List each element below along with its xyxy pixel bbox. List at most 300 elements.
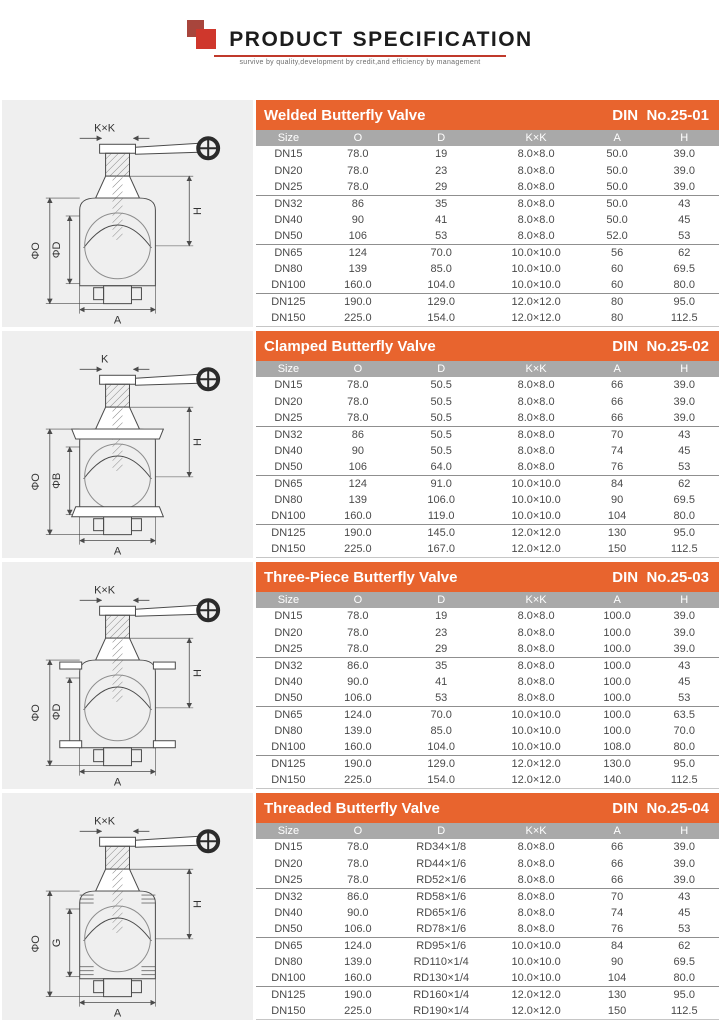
table-cell: 45: [678, 213, 691, 226]
table-row: [256, 921, 719, 937]
table-cell: DN32: [256, 426, 321, 442]
table-cell: 8.0×8.0: [517, 610, 555, 623]
table-cell: DN80: [274, 956, 303, 969]
table-cell: 150: [585, 1003, 650, 1019]
table-cell: 53: [435, 229, 448, 242]
table-cell: 160.0: [344, 972, 372, 985]
table-cell: 8.0×8.0: [517, 460, 555, 473]
table-cell: 80: [585, 294, 650, 310]
table-cell: 80: [585, 310, 650, 326]
spec-table-block: [256, 100, 719, 327]
table-cell: 86.0: [321, 888, 395, 904]
table-row: [256, 690, 719, 706]
table-cell: DN100: [271, 741, 306, 754]
table-cell: 39.0: [673, 841, 695, 854]
table-cell: 129.0: [395, 294, 488, 310]
table-cell: 190.0: [321, 294, 395, 310]
table-cell: 50.0: [606, 164, 628, 177]
table-cell: 35: [395, 657, 488, 673]
table-cell: 12.0×12.0: [487, 541, 584, 557]
table-cell: DN25: [274, 411, 303, 424]
table-cell: DN150: [256, 310, 321, 326]
table-row: [256, 410, 719, 426]
column-header: O: [321, 361, 395, 377]
table-cell: 130: [585, 525, 650, 541]
table-cell: 124: [321, 244, 395, 260]
table-cell: DN150: [256, 1003, 321, 1019]
table-title: Three-Piece Butterfly Valve: [264, 568, 458, 586]
table-cell: 41: [435, 213, 448, 226]
table-cell: DN20: [274, 395, 303, 408]
table-cell: 130.0: [585, 756, 650, 772]
column-header: H: [650, 361, 719, 377]
table-cell: 124.0: [321, 937, 395, 953]
table-row: [256, 492, 719, 508]
table-cell: 95.0: [650, 525, 719, 541]
table-cell: 78.0: [347, 626, 369, 639]
column-header: H: [650, 592, 719, 608]
table-cell: 8.0×8.0: [517, 841, 555, 854]
table-cell: 106: [348, 229, 368, 242]
table-title: Welded Butterfly Valve: [264, 106, 426, 124]
brand-tagline: survive by quality,development by credit,and efficiency by management: [239, 59, 481, 66]
table-row: [256, 937, 719, 953]
table-cell: DN100: [271, 972, 306, 985]
table-cell: 52.0: [606, 229, 628, 242]
table-cell: DN50: [274, 460, 303, 473]
table-cell: 91.0: [395, 475, 488, 491]
table-cell: 160.0: [344, 741, 372, 754]
brand-underline: [214, 55, 506, 57]
table-cell: 70.0: [673, 725, 695, 738]
table-cell: 43: [650, 888, 719, 904]
table-row: [256, 426, 719, 442]
logo-square-front-icon: [196, 29, 216, 49]
dim-label-height: H: [192, 438, 205, 446]
table-cell: DN32: [256, 657, 321, 673]
table-cell: 8.0×8.0: [487, 888, 584, 904]
table-cell: 119.0: [427, 510, 455, 523]
table-cell: 50.0: [606, 180, 628, 193]
table-cell: 100.0: [603, 725, 631, 738]
table-cell: 39.0: [673, 148, 695, 161]
table-cell: RD34×1/8: [416, 841, 467, 854]
table-cell: 8.0×8.0: [517, 675, 555, 688]
table-cell: 78.0: [347, 164, 369, 177]
spec-sections: [0, 97, 720, 1020]
table-cell: 78.0: [347, 411, 369, 424]
table-row: [256, 839, 719, 855]
table-cell: 85.0: [430, 725, 452, 738]
table-cell: 78.0: [347, 610, 369, 623]
table-cell: 90: [351, 213, 364, 226]
table-cell: 225.0: [321, 310, 395, 326]
table-row: [256, 624, 719, 640]
table-cell: 19: [435, 148, 448, 161]
table-row: [256, 146, 719, 162]
table-cell: 45: [678, 675, 691, 688]
table-cell: 53: [678, 922, 691, 935]
table-cell: 8.0×8.0: [487, 195, 584, 211]
column-header: D: [395, 361, 488, 377]
column-header-row: [256, 823, 719, 839]
dim-label-outer-diameter: ΦO: [29, 704, 42, 722]
table-cell: 100.0: [603, 675, 631, 688]
table-cell: 190.0: [321, 525, 395, 541]
din-number: DIN No.25-01: [612, 106, 709, 124]
spec-table-block: [256, 793, 719, 1020]
table-cell: 66: [610, 395, 624, 408]
table-cell: 90: [610, 956, 624, 969]
table-cell: DN40: [274, 213, 303, 226]
din-number: DIN No.25-03: [612, 568, 709, 586]
table-cell: 160.0: [344, 279, 372, 292]
table-row: [256, 608, 719, 624]
table-row: [256, 855, 719, 871]
table-cell: 100.0: [585, 657, 650, 673]
table-title-bar: [256, 331, 719, 361]
table-cell: 60: [610, 279, 624, 292]
table-cell: 66: [610, 411, 624, 424]
table-cell: 10.0×10.0: [511, 741, 561, 754]
table-row: [256, 195, 719, 211]
dim-label-height: H: [192, 669, 205, 677]
dim-label-width: A: [113, 314, 122, 327]
table-cell: 41: [435, 675, 448, 688]
valve-technical-drawing: [2, 793, 253, 1020]
dim-label-inner-diameter: G: [50, 938, 63, 948]
table-cell: DN25: [274, 873, 303, 886]
table-cell: 104.0: [427, 279, 455, 292]
dim-label-width: A: [113, 776, 122, 789]
table-cell: 60: [610, 263, 624, 276]
table-cell: 112.5: [650, 772, 719, 788]
column-header: Size: [256, 823, 321, 839]
dim-label-outer-diameter: ΦO: [29, 242, 42, 260]
table-cell: 39.0: [673, 610, 695, 623]
table-cell: 8.0×8.0: [517, 379, 555, 392]
table-row: [256, 674, 719, 690]
table-row: [256, 377, 719, 393]
table-cell: 66: [610, 857, 624, 870]
table-cell: 12.0×12.0: [487, 772, 584, 788]
spec-table: [256, 130, 719, 327]
table-cell: 100.0: [603, 642, 631, 655]
table-cell: 225.0: [321, 1003, 395, 1019]
table-cell: 74: [610, 444, 624, 457]
table-cell: 53: [678, 460, 691, 473]
table-cell: 50.0: [606, 148, 628, 161]
table-cell: 50.5: [430, 379, 452, 392]
table-cell: DN65: [256, 244, 321, 260]
table-cell: RD95×1/6: [395, 937, 488, 953]
table-title-bar: [256, 100, 719, 130]
column-header: H: [650, 130, 719, 146]
brand-logo-icon: [187, 20, 217, 52]
table-cell: 90: [351, 444, 364, 457]
dim-label-outer-diameter: ΦO: [29, 473, 42, 491]
column-header: Size: [256, 130, 321, 146]
table-cell: 80.0: [673, 741, 695, 754]
table-cell: 39.0: [673, 164, 695, 177]
table-row: [256, 541, 719, 557]
table-cell: 139.0: [344, 956, 372, 969]
column-header: A: [585, 592, 650, 608]
dim-label-width: A: [113, 1007, 122, 1020]
table-cell: 225.0: [321, 772, 395, 788]
table-cell: 86: [321, 426, 395, 442]
table-cell: 70.0: [395, 244, 488, 260]
table-cell: RD52×1/6: [416, 873, 467, 886]
table-cell: 108.0: [603, 741, 631, 754]
valve-technical-drawing: [2, 100, 253, 327]
table-cell: 64.0: [430, 460, 452, 473]
table-row: [256, 475, 719, 491]
table-cell: 45: [678, 444, 691, 457]
table-cell: RD44×1/6: [416, 857, 467, 870]
table-cell: DN20: [274, 857, 303, 870]
table-row: [256, 1003, 719, 1019]
table-cell: 84: [585, 937, 650, 953]
table-cell: 8.0×8.0: [517, 148, 555, 161]
table-cell: 10.0×10.0: [511, 494, 561, 507]
table-cell: DN15: [274, 148, 303, 161]
table-row: [256, 888, 719, 904]
table-cell: 29: [435, 642, 448, 655]
table-cell: DN25: [274, 180, 303, 193]
table-cell: 145.0: [395, 525, 488, 541]
dim-label-kk: K×K: [94, 584, 116, 597]
table-cell: 12.0×12.0: [487, 756, 584, 772]
table-cell: 8.0×8.0: [517, 213, 555, 226]
table-cell: 62: [650, 937, 719, 953]
table-cell: 76: [610, 922, 624, 935]
table-cell: 150: [585, 541, 650, 557]
table-row: [256, 277, 719, 293]
table-cell: 78.0: [347, 180, 369, 193]
table-cell: DN32: [256, 888, 321, 904]
table-cell: 10.0×10.0: [487, 937, 584, 953]
table-row: [256, 739, 719, 755]
table-cell: 10.0×10.0: [511, 279, 561, 292]
table-cell: 8.0×8.0: [487, 426, 584, 442]
table-cell: 84: [585, 475, 650, 491]
table-cell: 50.5: [430, 411, 452, 424]
table-cell: 8.0×8.0: [517, 642, 555, 655]
page-header: [0, 0, 720, 97]
table-row: [256, 954, 719, 970]
column-header-row: [256, 130, 719, 146]
dim-label-width: A: [113, 545, 122, 558]
table-cell: 39.0: [673, 857, 695, 870]
table-cell: 50.5: [430, 444, 452, 457]
din-number: DIN No.25-02: [612, 337, 709, 355]
table-cell: 69.5: [673, 494, 695, 507]
table-cell: DN50: [274, 922, 303, 935]
table-cell: DN80: [274, 263, 303, 276]
table-cell: DN125: [256, 756, 321, 772]
table-cell: 78.0: [347, 379, 369, 392]
column-header: D: [395, 823, 488, 839]
table-cell: 50.5: [395, 426, 488, 442]
table-cell: 12.0×12.0: [487, 310, 584, 326]
column-header: D: [395, 130, 488, 146]
table-cell: 66: [610, 841, 624, 854]
table-row: [256, 261, 719, 277]
table-cell: 190.0: [321, 987, 395, 1003]
table-cell: 12.0×12.0: [487, 1003, 584, 1019]
dim-label-height: H: [192, 207, 205, 215]
table-row: [256, 657, 719, 673]
table-cell: 90: [610, 494, 624, 507]
table-cell: 69.5: [673, 263, 695, 276]
table-cell: 139: [348, 494, 368, 507]
table-cell: 43: [650, 426, 719, 442]
dim-label-outer-diameter: ΦO: [29, 935, 42, 953]
column-header: Size: [256, 592, 321, 608]
dim-label-height: H: [192, 900, 205, 908]
table-cell: 70.0: [395, 706, 488, 722]
table-cell: 39.0: [673, 395, 695, 408]
table-cell: DN20: [274, 164, 303, 177]
table-cell: 86.0: [321, 657, 395, 673]
table-row: [256, 872, 719, 888]
table-cell: DN32: [256, 195, 321, 211]
table-cell: 10.0×10.0: [511, 972, 561, 985]
table-cell: DN125: [256, 525, 321, 541]
table-cell: 10.0×10.0: [511, 725, 561, 738]
table-cell: 154.0: [395, 772, 488, 788]
table-cell: 39.0: [673, 180, 695, 193]
table-cell: 53: [435, 691, 448, 704]
table-cell: 129.0: [395, 756, 488, 772]
table-cell: 124: [321, 475, 395, 491]
table-cell: 167.0: [395, 541, 488, 557]
table-cell: DN80: [274, 494, 303, 507]
column-header: K×K: [487, 592, 584, 608]
table-cell: 104.0: [427, 741, 455, 754]
dim-label-kk: K×K: [94, 815, 116, 828]
table-cell: 8.0×8.0: [517, 626, 555, 639]
spec-table: [256, 361, 719, 558]
table-cell: 70: [585, 426, 650, 442]
valve-drawing-panel: [2, 562, 253, 789]
table-cell: 74: [610, 906, 624, 919]
table-cell: 112.5: [650, 310, 719, 326]
table-cell: 35: [395, 195, 488, 211]
table-cell: 95.0: [650, 294, 719, 310]
valve-technical-drawing: [2, 562, 253, 789]
table-cell: DN65: [256, 937, 321, 953]
table-cell: DN65: [256, 475, 321, 491]
table-row: [256, 212, 719, 228]
table-title: Threaded Butterfly Valve: [264, 799, 440, 817]
spec-table-block: [256, 562, 719, 789]
table-cell: 95.0: [650, 987, 719, 1003]
table-row: [256, 987, 719, 1003]
table-row: [256, 310, 719, 326]
valve-section: [2, 793, 720, 1020]
column-header: O: [321, 592, 395, 608]
spec-table-block: [256, 331, 719, 558]
table-cell: 10.0×10.0: [511, 510, 561, 523]
table-cell: 10.0×10.0: [511, 956, 561, 969]
table-cell: 43: [650, 195, 719, 211]
column-header: A: [585, 130, 650, 146]
table-cell: 78.0: [347, 841, 369, 854]
table-cell: 8.0×8.0: [517, 164, 555, 177]
table-row: [256, 393, 719, 409]
table-cell: 23: [435, 164, 448, 177]
dim-label-inner-diameter: ΦD: [50, 241, 63, 259]
spec-table: [256, 823, 719, 1020]
table-row: [256, 970, 719, 986]
table-cell: DN15: [274, 379, 303, 392]
table-cell: 10.0×10.0: [487, 706, 584, 722]
table-cell: DN25: [274, 642, 303, 655]
table-cell: 66: [610, 379, 624, 392]
column-header: K×K: [487, 130, 584, 146]
table-cell: DN65: [256, 706, 321, 722]
table-cell: 95.0: [650, 756, 719, 772]
table-cell: DN125: [256, 987, 321, 1003]
column-header: K×K: [487, 823, 584, 839]
table-cell: 10.0×10.0: [511, 263, 561, 276]
table-cell: 112.5: [650, 541, 719, 557]
table-cell: 100.0: [603, 626, 631, 639]
table-cell: 100.0: [603, 691, 631, 704]
table-cell: 12.0×12.0: [487, 294, 584, 310]
table-row: [256, 641, 719, 657]
valve-section: [2, 100, 720, 327]
table-cell: 29: [435, 180, 448, 193]
table-cell: 190.0: [321, 756, 395, 772]
table-cell: 104: [607, 510, 627, 523]
table-cell: 139: [348, 263, 368, 276]
valve-section: [2, 331, 720, 558]
column-header-row: [256, 361, 719, 377]
table-title: Clamped Butterfly Valve: [264, 337, 436, 355]
column-header: O: [321, 823, 395, 839]
table-cell: DN50: [274, 229, 303, 242]
table-row: [256, 723, 719, 739]
table-cell: 80.0: [673, 279, 695, 292]
table-cell: DN40: [274, 675, 303, 688]
table-row: [256, 508, 719, 524]
table-row: [256, 228, 719, 244]
table-row: [256, 772, 719, 788]
table-cell: 8.0×8.0: [517, 873, 555, 886]
valve-drawing-panel: [2, 793, 253, 1020]
table-row: [256, 459, 719, 475]
valve-technical-drawing: [2, 331, 253, 558]
table-cell: RD58×1/6: [395, 888, 488, 904]
table-cell: 78.0: [347, 857, 369, 870]
table-cell: 90.0: [347, 906, 369, 919]
table-cell: 53: [678, 229, 691, 242]
table-cell: 106.0: [344, 691, 372, 704]
table-cell: 78.0: [347, 395, 369, 408]
table-cell: 225.0: [321, 541, 395, 557]
table-cell: 8.0×8.0: [517, 444, 555, 457]
table-cell: 23: [435, 626, 448, 639]
table-cell: 56: [585, 244, 650, 260]
table-cell: RD110×1/4: [413, 956, 469, 969]
table-cell: 19: [435, 610, 448, 623]
table-cell: DN125: [256, 294, 321, 310]
table-cell: DN40: [274, 444, 303, 457]
table-row: [256, 706, 719, 722]
